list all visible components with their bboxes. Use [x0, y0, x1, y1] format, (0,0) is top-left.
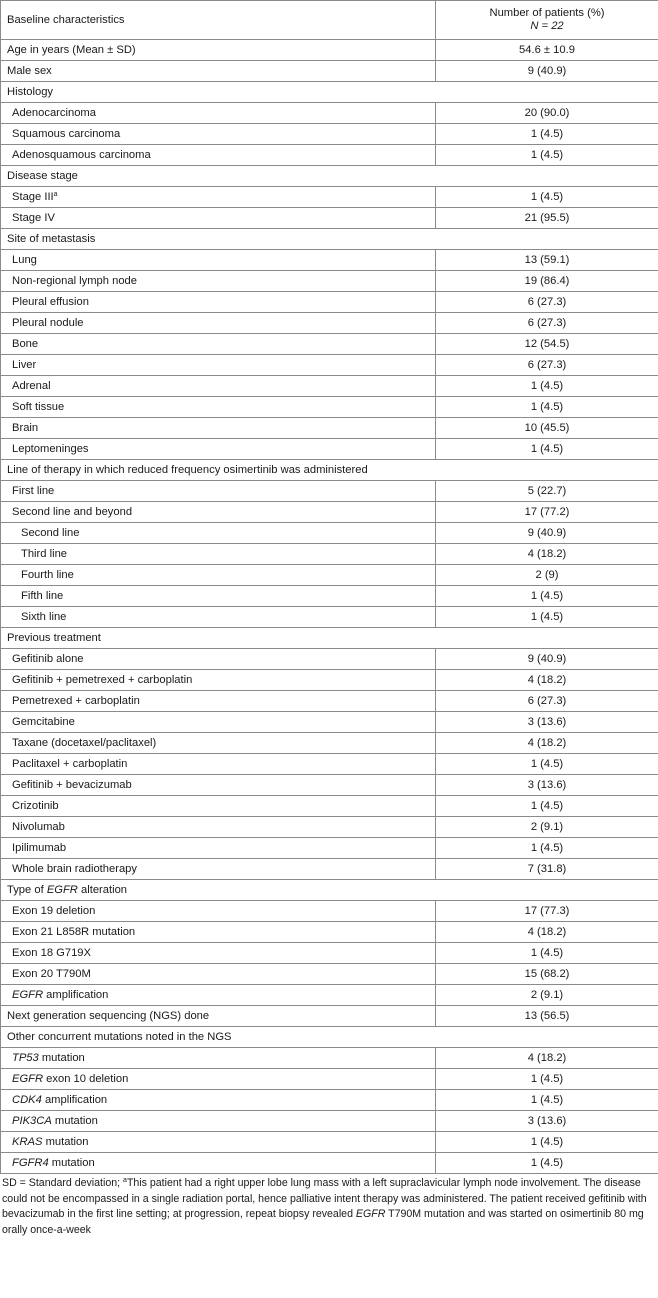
row-value-cell — [436, 817, 658, 838]
row-value: 21 (95.5) — [524, 211, 570, 224]
table-footnote — [0, 1174, 658, 1238]
row-label: Exon 21 L858R mutation — [12, 925, 136, 938]
row-label-superscript: a — [53, 190, 58, 198]
row-label-cell — [1, 40, 436, 61]
row-label-cell — [1, 1006, 436, 1027]
row-value: 1 (4.5) — [530, 757, 564, 770]
table-row — [1, 565, 658, 586]
table-row — [1, 481, 658, 502]
table-row — [1, 502, 658, 523]
row-label-cell — [1, 355, 436, 376]
row-label-cell — [1, 859, 436, 880]
table-row — [1, 397, 658, 418]
row-value: 9 (40.9) — [527, 526, 567, 539]
row-label: Exon 19 deletion — [12, 904, 96, 917]
section-row — [1, 880, 658, 901]
row-label: Stage III — [12, 190, 54, 203]
row-value: 15 (68.2) — [524, 967, 570, 980]
table-row — [1, 292, 658, 313]
table-header-row — [1, 1, 658, 40]
row-value: 4 (18.2) — [527, 673, 567, 686]
row-label: Next generation sequencing (NGS) done — [7, 1009, 210, 1022]
section-label-cell — [1, 82, 658, 103]
row-label: Sixth line — [21, 610, 67, 623]
row-label-gene: EGFR — [12, 1072, 44, 1085]
footnote-part2: This patient had a right upper lobe lung mass with a left supraclavicular lymph node involvement. The disease could not be encompassed in a single radiation portal, hence palliative intent therapy was administered. The patient received gefitinib with bevacizumab in the first line setting; at progression, repeat biopsy revealed — [2, 1177, 647, 1220]
row-label: Brain — [12, 421, 39, 434]
section-label-cell — [1, 1027, 658, 1048]
row-value-cell — [436, 124, 658, 145]
row-value: 12 (54.5) — [524, 337, 570, 350]
row-value: 9 (40.9) — [527, 652, 567, 665]
row-value: 17 (77.2) — [524, 505, 570, 518]
row-label: Pleural effusion — [12, 295, 89, 308]
table-row — [1, 586, 658, 607]
row-label-cell — [1, 964, 436, 985]
header-col2-line2: N = 22 — [530, 20, 564, 32]
row-label: Adrenal — [12, 379, 51, 392]
row-value-cell — [436, 670, 658, 691]
row-label-gene: EGFR — [12, 988, 44, 1001]
row-label: Paclitaxel + carboplatin — [12, 757, 128, 770]
row-value-cell — [436, 40, 658, 61]
row-label: Site of metastasis — [7, 232, 96, 245]
row-label: Adenosquamous carcinoma — [12, 148, 151, 161]
row-value-cell — [436, 1006, 658, 1027]
table-row — [1, 523, 658, 544]
row-value: 54.6 ± 10.9 — [519, 43, 575, 56]
table-row — [1, 733, 658, 754]
row-value-cell — [436, 691, 658, 712]
row-value: 1 (4.5) — [530, 127, 564, 140]
table-row — [1, 208, 658, 229]
row-label: Pleural nodule — [12, 316, 84, 329]
row-label: Taxane (docetaxel/paclitaxel) — [12, 736, 157, 749]
row-value-cell — [436, 250, 658, 271]
section-label-cell — [1, 460, 658, 481]
row-value-cell — [436, 943, 658, 964]
row-value: 1 (4.5) — [530, 1156, 564, 1169]
row-label: Soft tissue — [12, 400, 65, 413]
row-label-suffix: mutation — [42, 1135, 89, 1148]
section-row — [1, 166, 658, 187]
table-row — [1, 838, 658, 859]
table-row — [1, 859, 658, 880]
row-value: 10 (45.5) — [524, 421, 570, 434]
row-label: Histology — [7, 85, 54, 98]
row-label-cell — [1, 775, 436, 796]
row-label: Second line and beyond — [12, 505, 133, 518]
row-value: 6 (27.3) — [527, 316, 567, 329]
table-row — [1, 187, 658, 208]
row-label-cell — [1, 607, 436, 628]
row-label: Leptomeninges — [12, 442, 89, 455]
row-label-cell — [1, 712, 436, 733]
row-value: 1 (4.5) — [530, 1093, 564, 1106]
row-label-cell — [1, 250, 436, 271]
row-value: 1 (4.5) — [530, 1135, 564, 1148]
section-row — [1, 229, 658, 250]
row-label: Type of — [7, 883, 47, 896]
row-value: 3 (13.6) — [527, 1114, 567, 1127]
row-value: 5 (22.7) — [527, 484, 567, 497]
header-number-of-patients — [436, 1, 658, 40]
row-label-gene: EGFR — [46, 883, 78, 896]
table-row — [1, 1153, 658, 1174]
table-row — [1, 796, 658, 817]
table-row — [1, 334, 658, 355]
row-value-cell — [436, 1069, 658, 1090]
row-label: Other concurrent mutations noted in the NGS — [7, 1030, 232, 1043]
row-value: 3 (13.6) — [527, 715, 567, 728]
table-row — [1, 124, 658, 145]
table-row — [1, 544, 658, 565]
row-label: Disease stage — [7, 169, 78, 182]
row-label-cell — [1, 1048, 436, 1069]
row-label-cell — [1, 1090, 436, 1111]
row-label-gene: FGFR4 — [12, 1156, 49, 1169]
table-row — [1, 376, 658, 397]
row-value: 1 (4.5) — [530, 1072, 564, 1085]
row-label-cell — [1, 292, 436, 313]
row-label-cell — [1, 586, 436, 607]
row-value: 1 (4.5) — [530, 400, 564, 413]
row-value-cell — [436, 376, 658, 397]
row-label-cell — [1, 670, 436, 691]
row-value-cell — [436, 859, 658, 880]
row-label: Whole brain radiotherapy — [12, 862, 137, 875]
row-label-cell — [1, 733, 436, 754]
row-value: 17 (77.3) — [524, 904, 570, 917]
row-value: 4 (18.2) — [527, 736, 567, 749]
row-label: Third line — [21, 547, 68, 560]
row-value-cell — [436, 1132, 658, 1153]
table-row — [1, 817, 658, 838]
row-label: Non-regional lymph node — [12, 274, 138, 287]
table-row — [1, 40, 658, 61]
row-label: Liver — [12, 358, 37, 371]
row-value-cell — [436, 565, 658, 586]
table-row — [1, 943, 658, 964]
table-row — [1, 1048, 658, 1069]
row-label-cell — [1, 901, 436, 922]
footnote-superscript: a — [123, 1177, 127, 1184]
section-label-cell — [1, 628, 658, 649]
table-row — [1, 313, 658, 334]
table-row — [1, 1132, 658, 1153]
row-label: Exon 18 G719X — [12, 946, 91, 959]
table-row — [1, 61, 658, 82]
row-value-cell — [436, 355, 658, 376]
row-label-cell — [1, 271, 436, 292]
table-row — [1, 922, 658, 943]
row-label: Age in years (Mean ± SD) — [7, 43, 136, 56]
row-label: Gefitinib + bevacizumab — [12, 778, 132, 791]
row-label-cell — [1, 439, 436, 460]
row-label-cell — [1, 838, 436, 859]
row-value-cell — [436, 502, 658, 523]
row-label: Second line — [21, 526, 80, 539]
row-value-cell — [436, 964, 658, 985]
table-row — [1, 775, 658, 796]
row-label-gene: CDK4 — [12, 1093, 42, 1106]
row-label: Gemcitabine — [12, 715, 75, 728]
footnote-part1: SD = Standard deviation; — [2, 1177, 124, 1189]
row-value-cell — [436, 922, 658, 943]
row-label-cell — [1, 985, 436, 1006]
table-row — [1, 901, 658, 922]
row-label: First line — [12, 484, 55, 497]
row-value-cell — [436, 397, 658, 418]
row-value-cell — [436, 796, 658, 817]
row-label: Exon 20 T790M — [12, 967, 91, 980]
section-label-cell — [1, 880, 658, 901]
row-value-cell — [436, 208, 658, 229]
row-value-cell — [436, 607, 658, 628]
table-body — [1, 40, 658, 1174]
row-label-cell — [1, 565, 436, 586]
row-value-cell — [436, 334, 658, 355]
row-value: 1 (4.5) — [530, 190, 564, 203]
row-value: 6 (27.3) — [527, 295, 567, 308]
row-value-cell — [436, 1111, 658, 1132]
row-value: 9 (40.9) — [527, 64, 567, 77]
table-row — [1, 1090, 658, 1111]
row-label: Fourth line — [21, 568, 74, 581]
row-label-suffix: mutation — [51, 1114, 98, 1127]
row-label: Stage IV — [12, 211, 55, 224]
row-label-cell — [1, 502, 436, 523]
row-value: 4 (18.2) — [527, 925, 567, 938]
table-row — [1, 1069, 658, 1090]
row-value: 13 (59.1) — [524, 253, 570, 266]
row-value: 6 (27.3) — [527, 694, 567, 707]
row-label-cell — [1, 103, 436, 124]
row-value: 13 (56.5) — [524, 1009, 570, 1022]
section-label-cell — [1, 166, 658, 187]
row-label-cell — [1, 334, 436, 355]
row-label-cell — [1, 796, 436, 817]
row-value: 1 (4.5) — [530, 946, 564, 959]
row-label-cell — [1, 145, 436, 166]
table-row — [1, 985, 658, 1006]
row-value-cell — [436, 1153, 658, 1174]
row-value-cell — [436, 61, 658, 82]
row-label-suffix: mutation — [38, 1051, 85, 1064]
row-label-suffix: amplification — [41, 1093, 108, 1106]
row-label-cell — [1, 754, 436, 775]
table-row — [1, 1111, 658, 1132]
row-label-cell — [1, 481, 436, 502]
row-label: Gefitinib + pemetrexed + carboplatin — [12, 673, 193, 686]
row-label: Pemetrexed + carboplatin — [12, 694, 140, 707]
table-row — [1, 670, 658, 691]
row-value-cell — [436, 649, 658, 670]
row-value-cell — [436, 1048, 658, 1069]
row-label-gene: KRAS — [12, 1135, 43, 1148]
row-label: Previous treatment — [7, 631, 101, 644]
section-row — [1, 1027, 658, 1048]
row-value: 19 (86.4) — [524, 274, 570, 287]
row-label-cell — [1, 313, 436, 334]
row-value: 1 (4.5) — [530, 589, 564, 602]
row-label-cell — [1, 208, 436, 229]
footnote-italic-gene: EGFR — [355, 1208, 386, 1220]
row-value-cell — [436, 985, 658, 1006]
row-label-suffix: mutation — [48, 1156, 95, 1169]
section-row — [1, 460, 658, 481]
row-label: Line of therapy in which reduced frequency osimertinib was administered — [7, 463, 368, 476]
section-row — [1, 628, 658, 649]
row-value-cell — [436, 481, 658, 502]
row-label-cell — [1, 817, 436, 838]
row-value-cell — [436, 754, 658, 775]
row-label: Crizotinib — [12, 799, 59, 812]
row-value: 3 (13.6) — [527, 778, 567, 791]
footnote-part3: T790M mutation and was started on osimertinib 80 mg orally once-a-week — [2, 1208, 644, 1236]
row-value-cell — [436, 523, 658, 544]
row-label: Lung — [12, 253, 37, 266]
row-label-cell — [1, 376, 436, 397]
row-value: 1 (4.5) — [530, 610, 564, 623]
row-label-cell — [1, 922, 436, 943]
row-value: 1 (4.5) — [530, 841, 564, 854]
table-row — [1, 712, 658, 733]
row-label: Squamous carcinoma — [12, 127, 121, 140]
row-label: Bone — [12, 337, 39, 350]
section-row — [1, 82, 658, 103]
row-label-suffix: alteration — [77, 883, 128, 896]
row-value-cell — [436, 901, 658, 922]
row-value-cell — [436, 145, 658, 166]
row-value-cell — [436, 544, 658, 565]
row-value-cell — [436, 313, 658, 334]
row-value: 4 (18.2) — [527, 1051, 567, 1064]
row-value-cell — [436, 838, 658, 859]
row-label-cell — [1, 397, 436, 418]
row-value-cell — [436, 271, 658, 292]
row-label: Ipilimumab — [12, 841, 67, 854]
row-label: Male sex — [7, 64, 52, 77]
row-value-cell — [436, 439, 658, 460]
table-row — [1, 103, 658, 124]
header-baseline-characteristics: Baseline characteristics — [1, 1, 436, 40]
row-label-cell — [1, 124, 436, 145]
row-value: 2 (9.1) — [530, 988, 564, 1001]
row-label-cell — [1, 1069, 436, 1090]
row-label-cell — [1, 187, 436, 208]
row-label-cell — [1, 943, 436, 964]
table-row — [1, 754, 658, 775]
table-row — [1, 691, 658, 712]
row-label-cell — [1, 1153, 436, 1174]
row-value: 1 (4.5) — [530, 799, 564, 812]
table-row — [1, 355, 658, 376]
row-label-cell — [1, 1111, 436, 1132]
row-label-cell — [1, 61, 436, 82]
row-label-cell — [1, 649, 436, 670]
table-row — [1, 418, 658, 439]
row-label: Gefitinib alone — [12, 652, 84, 665]
row-value-cell — [436, 103, 658, 124]
table-row — [1, 1006, 658, 1027]
row-label-cell — [1, 691, 436, 712]
row-value-cell — [436, 712, 658, 733]
row-value-cell — [436, 586, 658, 607]
table-row — [1, 607, 658, 628]
row-label-suffix: exon 10 deletion — [43, 1072, 129, 1085]
row-value: 1 (4.5) — [530, 148, 564, 161]
row-value: 6 (27.3) — [527, 358, 567, 371]
row-label: Adenocarcinoma — [12, 106, 96, 119]
row-label: Nivolumab — [12, 820, 65, 833]
table-row — [1, 145, 658, 166]
section-label-cell — [1, 229, 658, 250]
row-label-cell — [1, 544, 436, 565]
row-value-cell — [436, 187, 658, 208]
row-value: 20 (90.0) — [524, 106, 570, 119]
row-label-gene: PIK3CA — [12, 1114, 52, 1127]
table-row — [1, 649, 658, 670]
row-value-cell — [436, 775, 658, 796]
row-value: 1 (4.5) — [530, 379, 564, 392]
row-value-cell — [436, 733, 658, 754]
row-value-cell — [436, 1090, 658, 1111]
row-value: 1 (4.5) — [530, 442, 564, 455]
row-label-cell — [1, 523, 436, 544]
row-value: 4 (18.2) — [527, 547, 567, 560]
row-label-gene: TP53 — [12, 1051, 39, 1064]
row-label-suffix: amplification — [43, 988, 109, 1001]
table-row — [1, 271, 658, 292]
table-row — [1, 439, 658, 460]
row-label: Fifth line — [21, 589, 64, 602]
table-row — [1, 250, 658, 271]
row-value: 7 (31.8) — [527, 862, 567, 875]
row-value-cell — [436, 292, 658, 313]
row-label-cell — [1, 1132, 436, 1153]
row-value: 2 (9) — [535, 568, 559, 581]
header-col2-line1: Number of patients (%) — [489, 7, 605, 19]
table-row — [1, 964, 658, 985]
row-value-cell — [436, 418, 658, 439]
row-value: 2 (9.1) — [530, 820, 564, 833]
row-label-cell — [1, 418, 436, 439]
